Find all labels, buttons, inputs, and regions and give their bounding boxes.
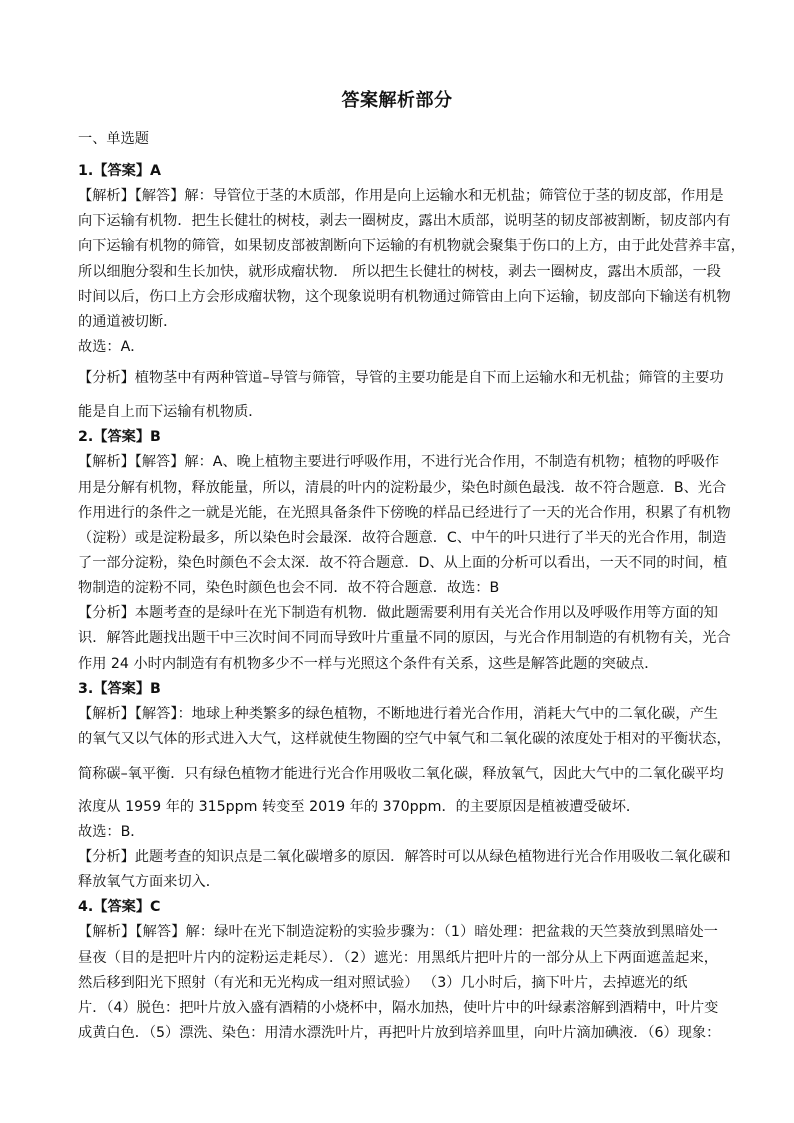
text-line: 【解析】【解答】解：导管位于茎的木质部，作用是向上运输水和无机盐；筛管位于茎的韧皮部，作用是 (78, 188, 724, 204)
text-line: 成黄白色．（5）漂洗、染色：用清水漂洗叶片，再把叶片放到培养皿里，向叶片滴加碘液．（6）现象： (78, 1025, 721, 1041)
answer-heading-3: 3.【答案】B (78, 681, 161, 697)
text-line: 昼夜（目的是把叶片内的淀粉运走耗尽）．（2）遮光：用黑纸片把叶片的一部分从上下两面遮盖起来， (78, 950, 718, 966)
text-line: 【分析】植物茎中有两种管道–导管与筛管，导管的主要功能是自下而上运输水和无机盐；筛管的主要功 (78, 370, 724, 386)
text-line: 【分析】此题考查的知识点是二氧化碳增多的原因．解答时可以从绿色植物进行光合作用吸收二氧化碳和 (78, 849, 731, 865)
text-line: 【分析】本题考查的是绿叶在光下制造有机物．做此题需要利用有关光合作用以及呼吸作用等方面的知 (78, 605, 718, 621)
text-line: 用是分解有机物，释放能量，所以，清晨的叶内的淀粉最少，染色时颜色最浅．故不符合题意．B、光合 (78, 480, 727, 496)
text-line: 释放氧气方面来切入． (78, 874, 220, 890)
text-line: 向下运输有机物的筛管，如果韧皮部被割断向下运输的有机物就会聚集于伤口的上方，由于此处营养丰富， (78, 238, 745, 254)
text-line: 所以细胞分裂和生长加快，就形成瘤状物． 所以把生长健壮的树枝，剥去一圈树皮，露出木质部，一段 (78, 264, 721, 280)
text-line: 识．解答此题找出题干中三次时间不同而导致叶片重量不同的原因，与光合作用制造的有机物有关，光合 (78, 630, 731, 646)
text-line: 物制造的淀粉不同，染色时颜色也会不同．故不符合题意．故选：B (78, 580, 500, 596)
text-line: 片．（4）脱色：把叶片放入盛有酒精的小烧杯中，隔水加热，使叶片中的叶绿素溶解到酒精中，叶片变 (78, 1000, 719, 1016)
text-line: 【解析】【解答】解：绿叶在光下制造淀粉的实验步骤为：（1）暗处理：把盆栽的天竺葵放到黑暗处一 (78, 924, 718, 940)
text-line: 作用 24 小时内制造有有机物多少不一样与光照这个条件有关系，这些是解答此题的突破点． (78, 656, 659, 672)
text-line: 能是自上而下运输有机物质． (78, 404, 263, 420)
answer-heading-4: 4.【答案】C (78, 899, 161, 915)
text-line: 作用进行的条件之一就是光能，在光照具备条件下傍晚的样品已经进行了一天的光合作用，积累了有机物 (78, 505, 731, 521)
text-line: 了一部分淀粉，染色时颜色不会太深．故不符合题意．D、从上面的分析可以看出，一天不同的时间，植 (78, 555, 728, 571)
text-line: 时间以后，伤口上方会形成瘤状物，这个现象说明有机物通过筛管由上向下运输，韧皮部向下输送有机物 (78, 289, 731, 305)
answer-heading-1: 1.【答案】A (78, 163, 161, 179)
text-line: （淀粉）或是淀粉最多，所以染色时会最深．故符合题意．C、中午的叶只进行了半天的光合作用，制造 (78, 530, 727, 546)
text-line: 的通道被切断． (78, 314, 178, 330)
text-line: 故选：B． (78, 824, 145, 840)
text-line: 【解析】【解答】解：A、晚上植物主要进行呼吸作用，不进行光合作用，不制造有机物；植物的呼吸作 (78, 454, 720, 470)
text-line: 【解析】【解答】：地球上种类繁多的绿色植物，不断地进行着光合作用，消耗大气中的二氧化碳，产生 (78, 706, 718, 722)
text-line: 的氧气又以气体的形式进入大气，这样就使生物圈的空气中氧气和二氧化碳的浓度处于相对的平衡状态， (78, 731, 731, 747)
text-line: 故选：A． (78, 339, 145, 355)
text-line: 简称碳–氧平衡．只有绿色植物才能进行光合作用吸收二氧化碳，释放氧气，因此大气中的二氧化碳平均 (78, 766, 724, 782)
text-line: 然后移到阳光下照射（有光和无光构成一组对照试验） （3）几小时后，摘下叶片，去掉遮光的纸 (78, 975, 688, 991)
page-title: 答案解析部分 (341, 90, 453, 111)
answer-heading-2: 2.【答案】B (78, 429, 161, 445)
text-line: 浓度从 1959 年的 315ppm 转变至 2019 年的 370ppm．的主要原因是植被遭受破坏． (78, 799, 641, 815)
text-line: 向下运输有机物．把生长健壮的树枝，剥去一圈树皮，露出木质部，说明茎的韧皮部被割断，韧皮部内有 (78, 213, 731, 229)
section-heading: 一、单选题 (78, 131, 149, 147)
